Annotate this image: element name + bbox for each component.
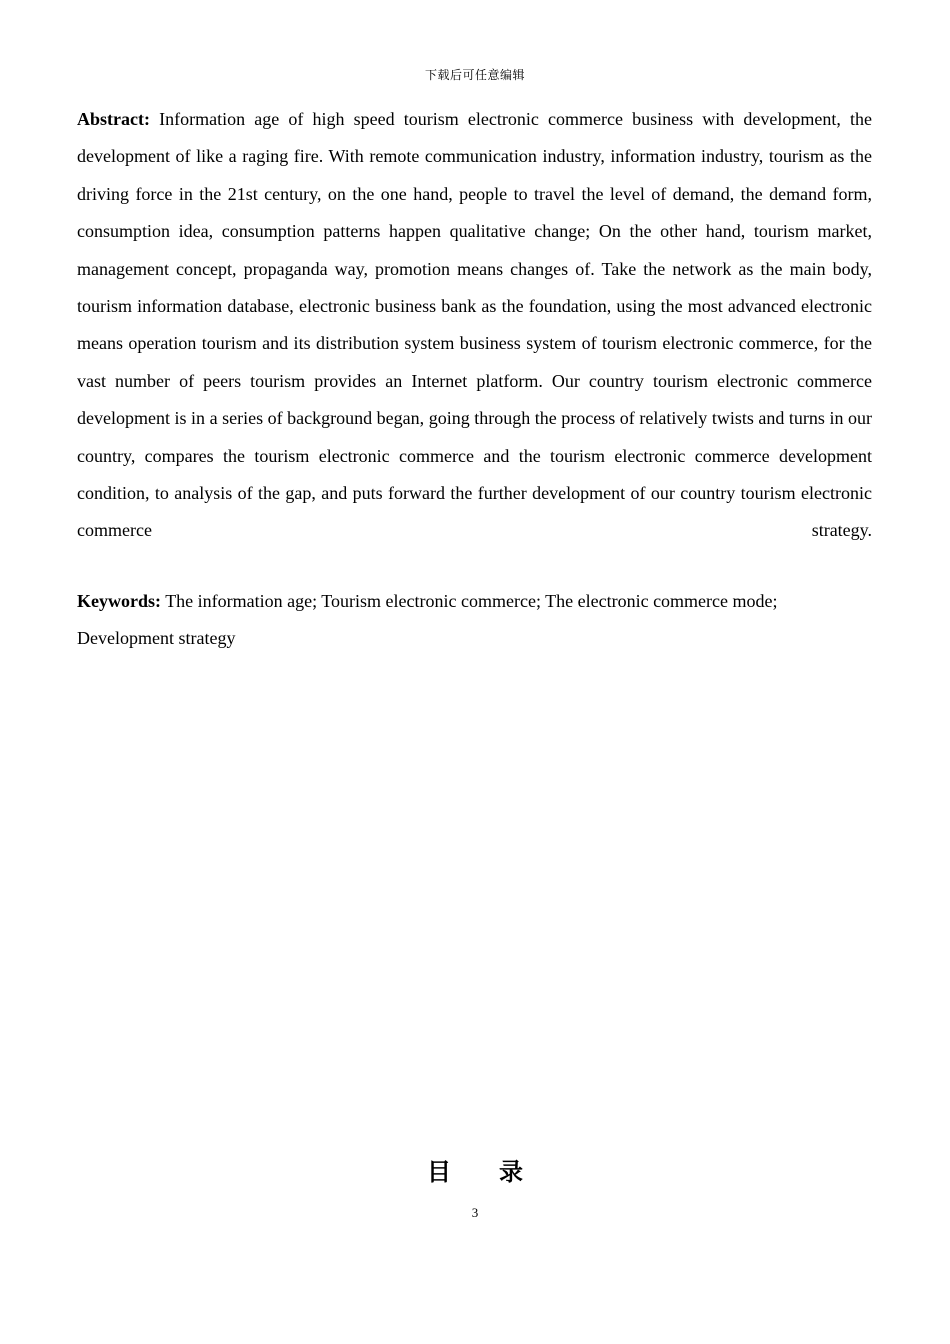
page-header-note: 下载后可任意编辑 <box>424 68 525 82</box>
abstract-text: Information age of high speed tourism electronic commerce business with development, the development of like a raging fire. With remote communication industry, information industry, tourism as the driving force in the 21st century, on the one hand, people to travel the level of demand, the demand form, consumption idea, consumption patterns happen qualitative change; On the other hand, tourism market, management concept, propaganda way, promotion means changes of. Take the network as the main body, tourism information database, electronic business bank as the foundation, using the most advanced electronic means operation tourism and its distribution system business system of tourism electronic commerce, for the vast number of peers tourism provides an Internet platform. Our country tourism electronic commerce development is in a series of background began, going through the process of relatively twists and turns in our country, compares the tourism electronic commerce and the tourism electronic commerce development condition, to analysis of the gap, and puts forward the further development of our country tourism electronic commerce strategy. <box>77 109 873 541</box>
abstract-paragraph <box>77 101 872 550</box>
page-number: 3 <box>471 1205 479 1220</box>
keywords-label: Keywords: <box>77 591 161 611</box>
abstract-label: Abstract: <box>77 109 150 129</box>
table-of-contents-title: 目录 <box>427 1158 571 1186</box>
keywords-text: The information age; Tourism electronic commerce; The electronic commerce mode; Development strategy <box>77 591 778 649</box>
keywords-paragraph <box>77 583 872 658</box>
